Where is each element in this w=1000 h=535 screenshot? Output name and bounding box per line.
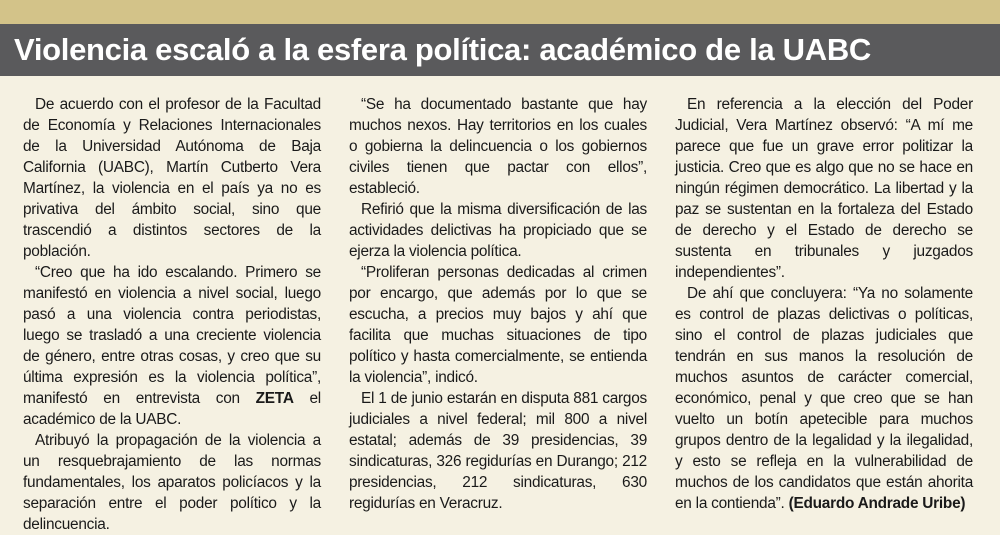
paragraph [675,283,973,514]
article-column-3 [675,94,973,512]
paragraph [23,262,321,430]
paragraph-text: “Creo que ha ido escalando. Primero se manifestó en violencia a nivel social, luego pasó a una violencia contra periodistas, luego se trasladó a una creciente violencia de género, entre otras cosas, y creo que su última expresión es la violencia política”, manifestó en entrevista con [23,264,321,407]
top-color-band [0,0,1000,24]
headline: Violencia escaló a la esfera política: académico de la UABC [14,32,871,67]
paragraph: El 1 de junio estarán en disputa 881 cargos judiciales a nivel federal; mil 800 a nivel estatal; además de 39 presidencias, 39 sindicaturas, 326 regidurías en Durango; 212 presidencias, 212 sindicaturas, 630 regidurías en Veracruz. [349,390,647,512]
publication-name: ZETA [255,390,294,407]
paragraph: “Proliferan personas dedicadas al crimen por encargo, que además por lo que se escucha, a precios muy bajos y ahí que facilita que muchas situaciones de tipo político y hasta comercialmente, se entienda la violencia”, indicó. [349,264,647,386]
byline: (Eduardo Andrade Uribe) [788,495,966,512]
paragraph: Refirió que la misma diversificación de las actividades delictivas ha propiciado que se ejerza la violencia política. [349,201,647,260]
paragraph-text: el académico de la UABC. [23,390,321,428]
paragraph: Atribuyó la propagación de la violencia a un resquebrajamiento de las normas fundamentales, los aparatos policíacos y la separación entre el poder político y la delincuencia. [23,432,321,533]
paragraph: “Se ha documentado bastante que hay muchos nexos. Hay territorios en los cuales o gobierna la delincuencia o los gobiernos civiles tienen que pactar con ellos”, estableció. [349,96,647,197]
headline-bar [0,24,1000,76]
article-column-1 [23,94,321,533]
paragraph: En referencia a la elección del Poder Judicial, Vera Martínez observó: “A mí me parece que fue un grave error politizar la justicia. Creo que es algo que no se hace en ningún régimen democrático. La libertad y la paz se sustentan en la fortaleza del Estado de derecho y el Estado de derecho se sustenta en tribunales y juzgados independientes”. [675,96,973,281]
paragraph-text: De ahí que concluyera: “Ya no solamente es control de plazas delictivas o políticas, sino el control de plazas judiciales que tendrán en sus manos la resolución de muchos asuntos de carácter comercial, económico, penal y que creo que se han vuelto un botín apetecible para muchos grupos dentro de la legalidad y la ilegalidad, y esto se refleja en la vulnerabilidad de muchos de los candidatos que están ahorita en la contienda”. [675,285,973,512]
paragraph: De acuerdo con el profesor de la Facultad de Economía y Relaciones Internacionales de la Universidad Autónoma de Baja California (UABC), Martín Cutberto Vera Martínez, la violencia en el país ya no es privativa del ámbito social, sino que trascendió a distintos sectores de la población. [23,96,321,260]
article-column-2 [349,94,647,512]
